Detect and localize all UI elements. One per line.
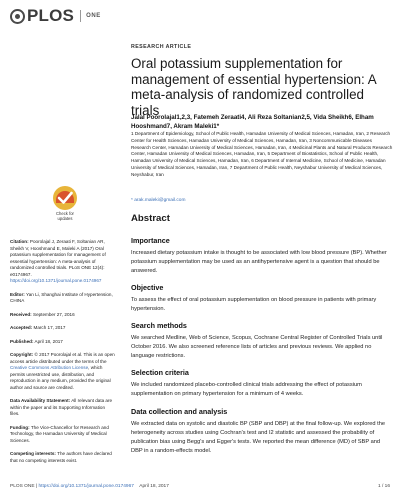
page-number: 1 / 16 — [377, 484, 390, 489]
competing-interests-block — [10, 451, 115, 464]
data-availability-label: Data Availability Statement: — [10, 398, 71, 404]
abstract-section-importance — [131, 236, 393, 276]
footer-date: April 18, 2017 — [139, 484, 169, 489]
corresponding-email[interactable]: * arak.maleki@gmail.com — [131, 198, 186, 203]
accepted-label: Accepted: — [10, 325, 33, 331]
affiliations: 1 Department of Epidemiology, School of Public Health, Hamadan University of Medical Sciences, Hamadan, Iran, 2 Research Center for Health Sciences, Hamadan University of Medical Sciences, Hamadan, Iran, 3 Noncommunicable Diseases Research Center, Hamadan University of Medical Sciences, Hamadan, Iran, 4 Medicinal Plants and Natural Products Research Center, Hamadan University of Medical Sciences, Hamadan, Iran, 5 Department of Biostatistics, School of Public Health, Hamadan University of Medical Sciences, Hamadan, Iran, 6 Department of Internal Medicine, School of Medicine, Hamadan University of Medical Sciences, Hamadan, Iran, 7 Department of Public Health, Neyshabur University of Medical Sciences, Neyshabur, Iran — [131, 131, 393, 177]
accepted-block — [10, 325, 115, 332]
published-date: April 18, 2017 — [34, 338, 63, 344]
received-date: September 27, 2016 — [33, 311, 75, 317]
section-heading: Data collection and analysis — [131, 407, 228, 416]
article-type: RESEARCH ARTICLE — [131, 44, 192, 50]
copyright-label: Copyright: — [10, 352, 34, 358]
copyright-text: © 2017 Poorolajal et al. This is an open access article distributed under the terms of the — [10, 352, 115, 364]
section-heading: Search methods — [131, 321, 187, 330]
abstract-section-objective — [131, 283, 393, 314]
footer-citation — [10, 484, 169, 489]
logo-divider — [80, 10, 81, 22]
published-block — [10, 339, 115, 346]
article-title: Oral potassium supplementation for management of essential hypertension: A meta-analysis of randomized controlled trials — [131, 56, 376, 118]
citation-label: Citation: — [10, 239, 29, 244]
citation-text: Poorolajal J, Zeraati F, Soltanian AR, Sheikh V, Hooshmand E, Maleki A (2017) Oral potassium supplementation for management of essential hypertension: A meta-analysis of randomized controlled trials. PLoS ONE 12(4): e0174967. — [10, 239, 106, 277]
abstract-section-selection-criteria — [131, 368, 393, 399]
section-text: We searched Medline, Web of Science, Scopus, Cochrane Central Register of Controlled Trials until October 2016. We also screened reference lists of articles and previous reviews. We applied no language restrictions. — [131, 335, 383, 360]
section-text: We extracted data on systolic and diastolic BP (SBP and DBP) at the final follow-up. We explored the heterogeneity across studies using Cochran's test and I2 statistic and assessed the probability of publication bias using Begg's and Egger's tests. We reported the mean difference (MD) of SBP and DBP in a random-effects model. — [131, 421, 386, 455]
check-updates-label: Check for updates — [56, 211, 74, 221]
author-list: Jalal Poorolajal1,2,3, Fatemeh Zeraati4, Ali Reza Soltanian2,5, Vida Sheikh6, Elham Hooshmand7, Akram Maleki1* — [131, 114, 374, 130]
footer-journal: PLOS ONE | — [10, 484, 38, 489]
license-link[interactable]: Creative Commons Attribution License — [10, 365, 89, 371]
logo-text: PLOS — [27, 6, 75, 25]
plos-logo[interactable] — [10, 6, 101, 26]
received-label: Received: — [10, 311, 32, 317]
article-sidebar — [10, 185, 115, 471]
section-heading: Objective — [131, 283, 164, 292]
page-footer — [10, 484, 390, 494]
footer-doi-link[interactable]: https://doi.org/10.1371/journal.pone.0174967 — [38, 484, 134, 489]
competing-interests-text: The authors have declared that no competing interests exist. — [10, 451, 112, 463]
section-heading: Importance — [131, 236, 170, 245]
competing-interests-label: Competing interests: — [10, 451, 56, 457]
section-heading: Selection criteria — [131, 368, 189, 377]
received-block — [10, 312, 115, 319]
accepted-date: March 17, 2017 — [33, 325, 66, 331]
editor-text: Yan Li, Shanghai Institute of Hypertension, CHINA — [10, 291, 113, 304]
published-label: Published: — [10, 338, 34, 344]
section-text: We included randomized placebo-controlled clinical trials addressing the effect of potassium supplementation on primary hypertension for a minimum of 4 weeks. — [131, 382, 362, 398]
journal-name: ONE — [86, 13, 101, 19]
citation-block — [10, 239, 115, 285]
funding-text: The Vice-Chancellor for Research and Technology, the Hamadan University of Medical Sciences. — [10, 424, 109, 443]
plos-logo-icon — [10, 9, 25, 24]
abstract-heading: Abstract — [131, 213, 170, 224]
funding-label: Funding: — [10, 424, 30, 430]
editor-block — [10, 292, 115, 305]
copyright-block — [10, 352, 115, 391]
funding-block — [10, 425, 115, 445]
abstract-section-search-methods — [131, 321, 393, 361]
check-for-updates-badge[interactable] — [50, 185, 80, 225]
data-availability-block — [10, 398, 115, 418]
abstract-section-data-collection — [131, 407, 393, 456]
section-text: Increased dietary potassium intake is thought to be associated with low blood pressure (BP). Whether potassium supplementation may be used as an antihypertensive agent is a question that should be answered. — [131, 250, 387, 275]
section-text: To assess the effect of oral potassium supplementation on blood pressure in patients with primary hypertension. — [131, 297, 377, 313]
citation-doi-link[interactable]: https://doi.org/10.1371/journal.pone.0174967 — [10, 278, 102, 284]
copyright-text-end: , which permits unrestricted use, distribution, and reproduction in any medium, provided the original author and source are credited. — [10, 365, 111, 390]
data-availability-text: All relevant data are within the paper and its Supporting Information files. — [10, 398, 113, 417]
editor-label: Editor: — [10, 291, 25, 297]
check-updates-icon — [52, 185, 78, 211]
